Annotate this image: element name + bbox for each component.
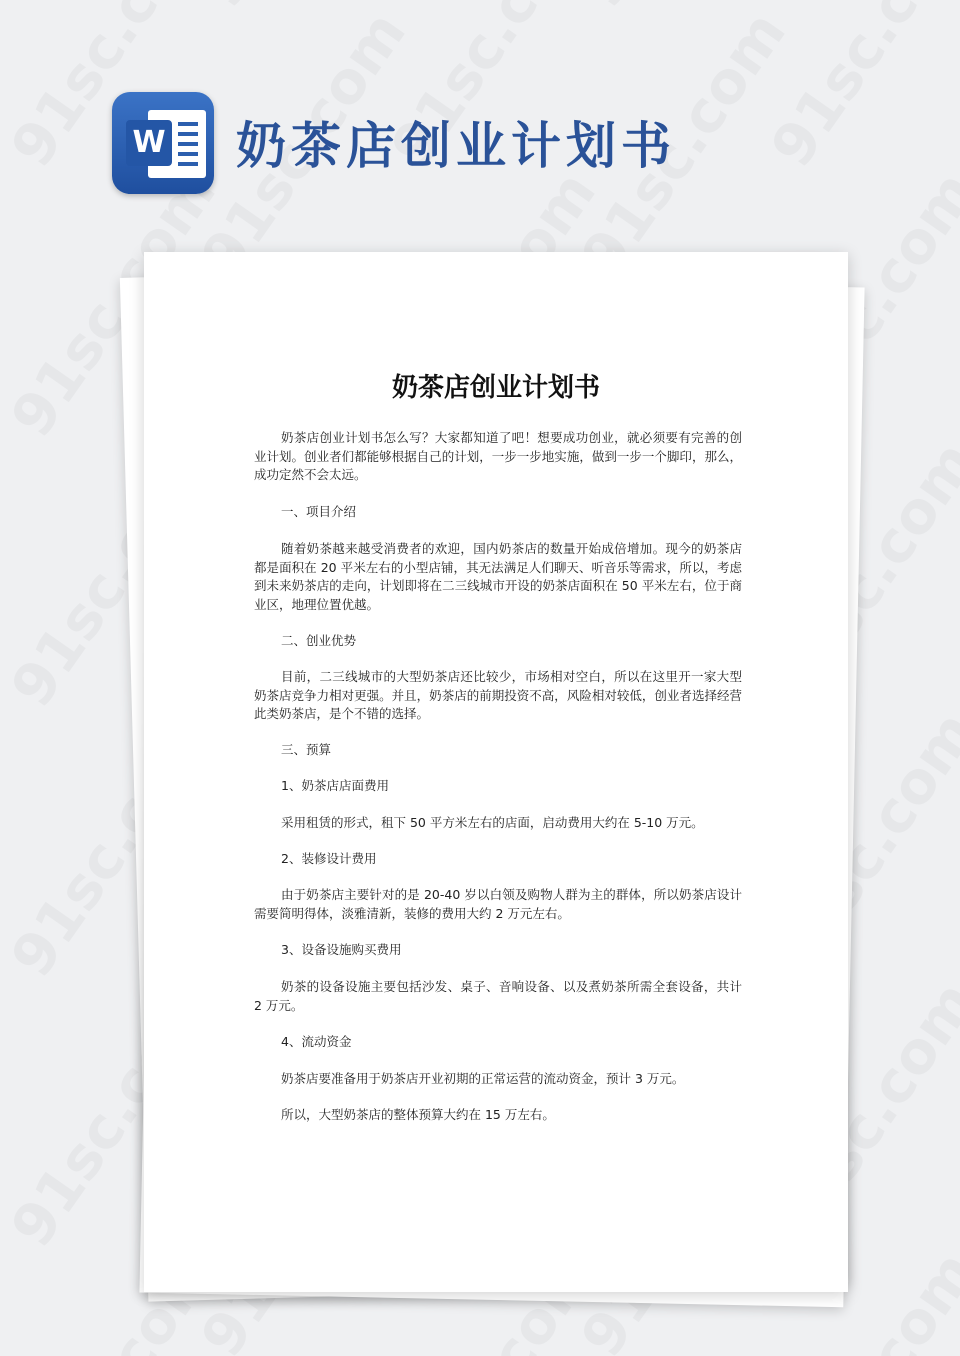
budget-item-heading-capital: 4、流动资金 (281, 1034, 352, 1049)
budget-conclusion: 所以，大型奶茶店的整体预算大约在 15 万左右。 (281, 1107, 555, 1122)
watermark-text (947, 539, 960, 829)
watermark-text (567, 0, 798, 19)
section-heading-advantages: 二、创业优势 (281, 633, 357, 648)
watermark-text (947, 1349, 960, 1356)
budget-item-heading-equipment: 3、设备设施购买费用 (281, 942, 402, 957)
budget-item-text-equipment: 奶茶的设备设施主要包括沙发、桌子、音响设备、以及煮奶茶所需全套设备，共计 2 万元。 (254, 979, 742, 1013)
section-text-project: 随着奶茶越来越受消费者的欢迎，国内奶茶店的数量开始成倍增加。现今的奶茶店都是面积在 20 平米左右的小型店铺，其无法满足人们聊天、听音乐等需求，所以，考虑到未来奶茶店的走向，计划即将在二三线城市开设的奶茶店面积在 50 平米左右，位于商业区，地理位置优越。 (254, 541, 742, 612)
word-app-icon (112, 92, 214, 194)
watermark-text (947, 269, 960, 559)
section-heading-project: 一、项目介绍 (281, 504, 357, 519)
section-text-advantages: 目前，二三线城市的大型奶茶店还比较少，市场相对空白，所以在这里开一家大型奶茶店竞争力相对更强。并且，奶茶店的前期投资不高，风险相对较低，创业者选择经营此类奶茶店，是个不错的选择。 (254, 669, 742, 721)
document-title: 奶茶店创业计划书 (391, 373, 600, 403)
watermark-text (947, 1079, 960, 1356)
document-page (144, 252, 848, 1292)
section-heading-budget: 三、预算 (281, 742, 332, 757)
watermark-text (567, 1349, 798, 1356)
watermark-text (757, 0, 960, 179)
watermark-text (187, 1349, 418, 1356)
budget-item-heading-store: 1、奶茶店店面费用 (281, 778, 389, 793)
budget-item-heading-decoration: 2、装修设计费用 (281, 851, 377, 866)
watermark-text (947, 0, 960, 19)
watermark-text (187, 0, 418, 19)
banner-title: 奶茶店创业计划书 (236, 116, 676, 175)
budget-item-text-store: 采用租赁的形式，租下 50 平方米左右的店面，启动费用大约在 5-10 万元。 (281, 815, 704, 830)
watermark-text (947, 809, 960, 1099)
budget-item-text-decoration: 由于奶茶店主要针对的是 20-40 岁以白领及购物人群为主的群体，所以奶茶店设计需要简明得体，淡雅清新，装修的费用大约 2 万元左右。 (254, 887, 742, 921)
intro-paragraph: 奶茶店创业计划书怎么写？大家都知道了吧！想要成功创业，就必须要有完善的创业计划。创业者们都能够根据自己的计划，一步一步地实施，做到一步一个脚印，那么，成功定然不会太远。 (254, 430, 742, 482)
watermark-text (947, 0, 960, 289)
budget-item-text-capital: 奶茶店要准备用于奶茶店开业初期的正常运营的流动资金，预计 3 万元。 (281, 1071, 685, 1086)
word-letter-badge: W (126, 120, 172, 166)
